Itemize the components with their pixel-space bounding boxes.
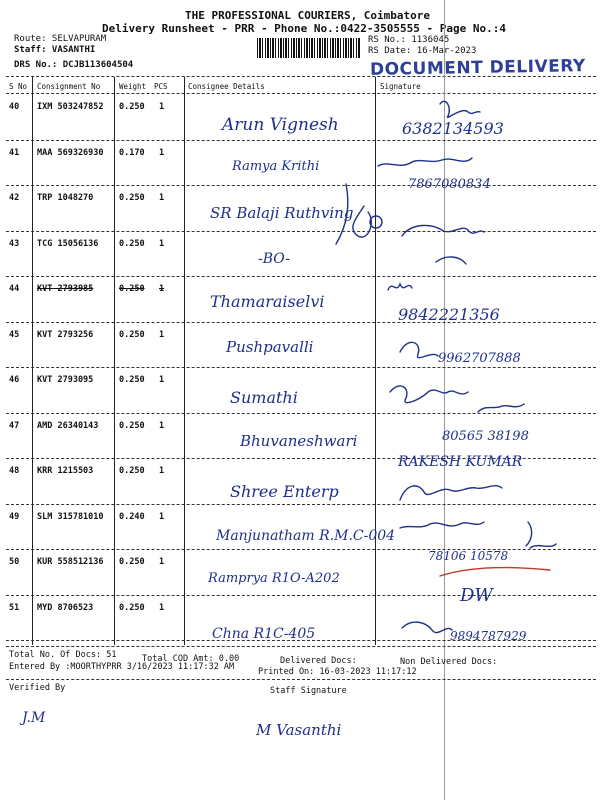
verifier-initials: J.M	[22, 710, 46, 726]
consignee-41-handwriting: Ramya Krithi	[232, 159, 320, 174]
total-cod: Total COD Amt: 0.00	[142, 654, 240, 664]
row-sno: 46	[9, 375, 20, 385]
header-title-line1: THE PROFESSIONAL COURIERS, Coimbatore	[185, 9, 431, 22]
row-sno: 48	[9, 466, 20, 476]
col-consignment: Consignment No	[37, 82, 101, 91]
row-consignment-no: AMD 26340143	[37, 420, 99, 431]
row-consignment-no: IXM 503247852	[37, 102, 104, 112]
consignee-45-handwriting: Pushpavalli	[226, 338, 314, 356]
consignee-48-handwriting: Shree Enterp	[230, 482, 339, 501]
col-weight: Weight	[119, 82, 147, 91]
consignee-40-handwriting: Arun Vignesh	[222, 115, 339, 135]
row-pcs: 1	[159, 511, 165, 522]
row-weight: 0.250	[119, 329, 145, 340]
signature-51-phone: 9894787929	[450, 629, 527, 643]
row-sno: 40	[9, 102, 20, 112]
consignee-44-handwriting: Thamaraiselvi	[210, 292, 325, 311]
row-sno: 42	[9, 193, 20, 203]
row-consignment-no: KVT 2793985	[37, 284, 94, 294]
row-pcs: 1	[159, 466, 165, 476]
non-delivered-docs: Non Delivered Docs:	[400, 657, 498, 667]
row-pcs: 1	[159, 375, 165, 385]
row-weight: 0.170	[119, 147, 145, 158]
row-pcs: 1	[159, 557, 165, 567]
drs-number: DRS No.: DCJB113604504	[14, 60, 134, 70]
row-consignment-no: MAA 569326930	[37, 147, 104, 158]
staff-label: Staff: VASANTHI	[14, 45, 96, 55]
row-weight: 0.250	[119, 420, 145, 431]
row-pcs: 1	[159, 420, 165, 431]
row-consignment-no: KRR 1215503	[37, 466, 94, 476]
row-sno: 45	[9, 329, 20, 340]
consignee-47-handwriting: Bhuvaneshwari	[240, 432, 358, 450]
consignee-50-handwriting: Ramprya R1O-A202	[208, 571, 340, 586]
col-signature: Signature	[380, 82, 421, 91]
row-pcs: 1	[159, 602, 165, 613]
row-pcs: 1	[159, 193, 165, 203]
row-weight: 0.250	[119, 102, 145, 112]
row-weight: 0.250	[119, 466, 145, 476]
row-consignment-no: KVT 2793095	[37, 375, 94, 385]
row-weight: 0.250	[119, 284, 145, 294]
verified-by-label: Verified By	[9, 683, 66, 693]
route-label: Route: SELVAPURAM	[14, 34, 107, 44]
row-pcs: 1	[159, 238, 165, 249]
row-consignment-no: KUR 558512136	[37, 557, 104, 567]
consignee-42-handwriting: SR Balaji Ruthving	[210, 204, 354, 222]
consignee-49-handwriting: Manjunatham R.M.C-004	[216, 528, 396, 544]
row-pcs: 1	[159, 329, 165, 340]
printed-on: Printed On: 16-03-2023 11:17:12	[258, 667, 417, 677]
row-sno: 43	[9, 238, 20, 249]
row-consignment-no: MYD 8706523	[37, 602, 94, 613]
document-delivery-stamp: DOCUMENT DELIVERY	[369, 56, 586, 80]
row-sno: 50	[9, 557, 20, 567]
row-sno: 41	[9, 147, 20, 158]
row-pcs: 1	[159, 284, 165, 294]
row-consignment-no: KVT 2793256	[37, 329, 94, 340]
consignee-43-handwriting: -BO-	[258, 251, 290, 267]
row-weight: 0.250	[119, 375, 145, 385]
row-pcs: 1	[159, 147, 165, 158]
rs-number: RS No.: 1136045	[368, 35, 450, 45]
staff-signature: M Vasanthi	[256, 721, 342, 739]
entered-by: Entered By :MOORTHYPRR 3/16/2023 11:17:32 AM	[9, 662, 235, 672]
row-consignment-no: SLM 315781010	[37, 511, 104, 522]
signature-50-mark: DW	[460, 585, 493, 606]
total-docs: Total No. Of Docs: 51	[9, 650, 117, 660]
signature-49-phone: 78106 10578	[428, 549, 509, 563]
consignee-51-handwriting: Chna R1C-405	[212, 626, 316, 642]
row-sno: 44	[9, 284, 20, 294]
staff-signature-label: Staff Signature	[270, 686, 347, 696]
signature-47-phone: 80565 38198	[442, 429, 529, 444]
signature-41-phone: 7867080834	[408, 177, 491, 192]
rs-date: RS Date: 16-Mar-2023	[368, 46, 477, 56]
row-sno: 49	[9, 511, 20, 522]
signature-47-name: RAKESH KUMAR	[398, 454, 523, 470]
row-weight: 0.250	[119, 193, 145, 203]
row-sno: 51	[9, 602, 20, 613]
delivered-docs: Delivered Docs:	[280, 656, 357, 666]
col-pcs: PCS	[154, 82, 168, 91]
col-consignee: Consignee Details	[188, 82, 265, 91]
row-weight: 0.250	[119, 557, 145, 567]
row-consignment-no: TCG 15056136	[37, 238, 99, 249]
signature-44-phone: 9842221356	[398, 305, 500, 324]
row-sno: 47	[9, 420, 20, 431]
row-consignment-no: TRP 1048270	[37, 193, 94, 203]
row-weight: 0.250	[119, 238, 145, 249]
consignee-46-handwriting: Sumathi	[230, 388, 298, 407]
row-weight: 0.250	[119, 602, 145, 613]
row-pcs: 1	[159, 102, 165, 112]
signature-45-phone: 9962707888	[438, 351, 521, 366]
header-title-line2: Delivery Runsheet - PRR - Phone No.:0422-3505555 - Page No.:4	[102, 22, 506, 35]
signature-40-phone: 6382134593	[402, 119, 504, 138]
col-sno: S No	[9, 82, 28, 91]
row-weight: 0.240	[119, 511, 145, 522]
